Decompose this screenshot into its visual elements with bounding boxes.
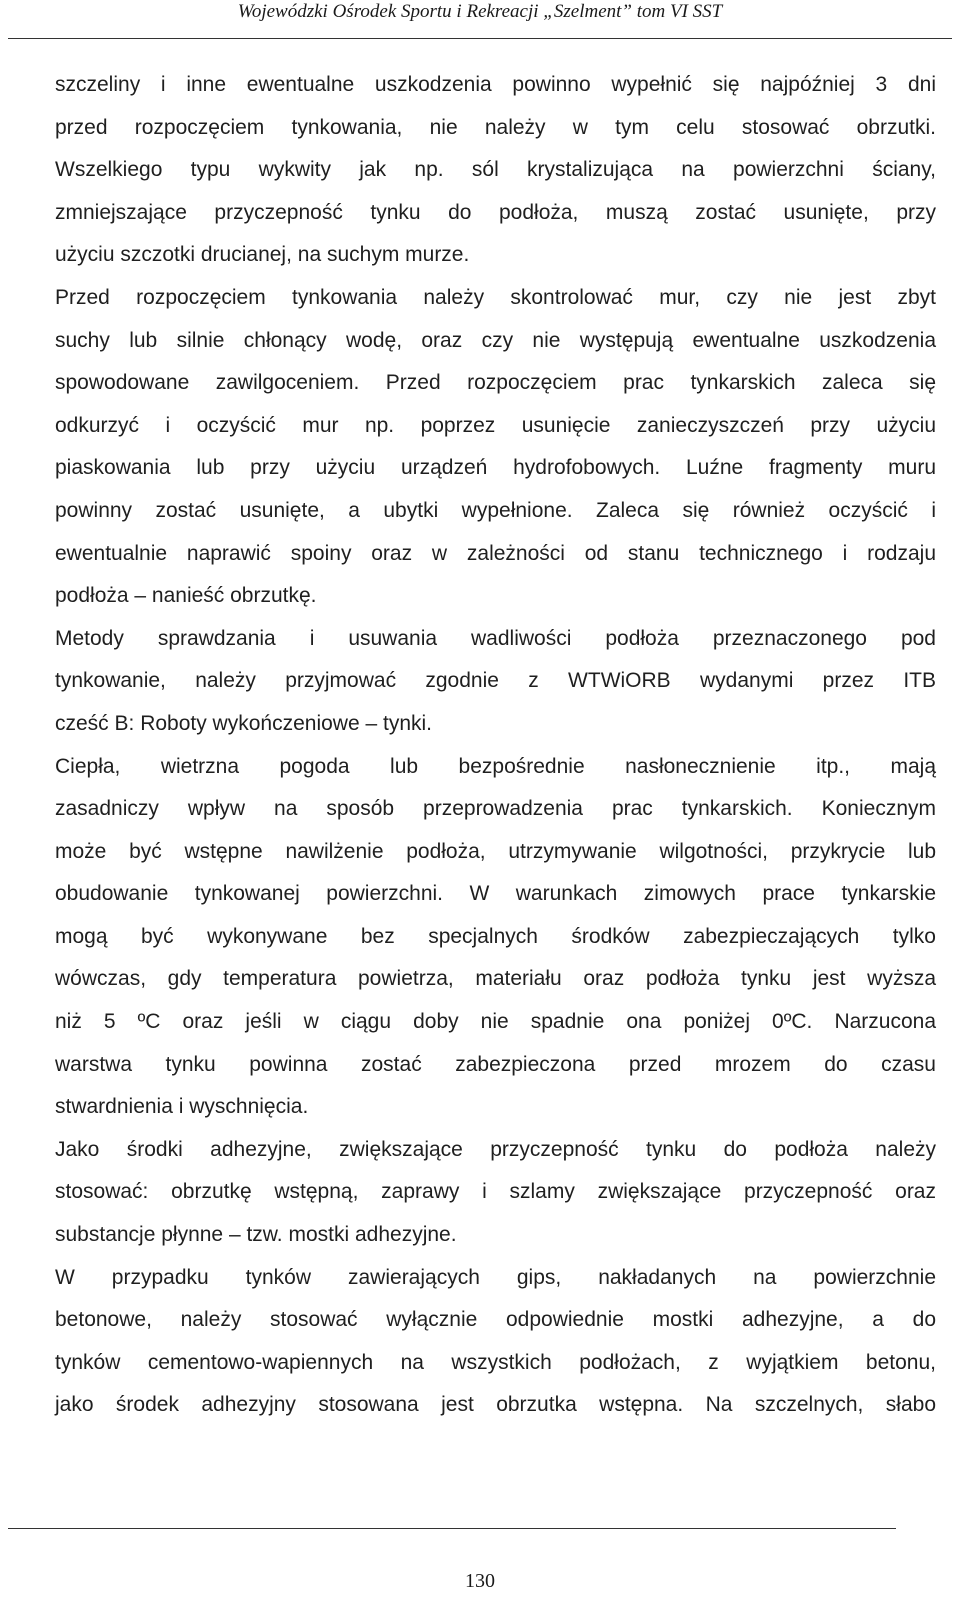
text-line: szczeliny i inne ewentualne uszkodzenia powinno wypełnić się najpóźniej 3 dni xyxy=(55,73,936,96)
text-line: Metody sprawdzania i usuwania wadliwości podłoża przeznaczonego pod xyxy=(55,626,936,650)
text-line: suchy lub silnie chłonący wodę, oraz czy nie występują ewentualne uszkodzenia xyxy=(55,328,936,352)
text-line: tynkowanie, należy przyjmować zgodnie z WTWiORB wydanymi przez ITB xyxy=(55,669,936,693)
text-line: spowodowane zawilgoceniem. Przed rozpoczęciem prac tynkarskich zaleca się xyxy=(55,371,936,395)
text-line: ewentualnie naprawić spoiny oraz w zależności od stanu technicznego i rodzaju xyxy=(55,541,936,565)
text-line: obudowanie tynkowanej powierzchni. W warunkach zimowych prace tynkarskie xyxy=(55,882,936,906)
body-text xyxy=(55,64,936,1427)
text-line: użyciu szczotki drucianej, na suchym murze. xyxy=(55,243,470,267)
text-line: powinny zostać usunięte, a ubytki wypełnione. Zaleca się również oczyścić i xyxy=(55,498,936,522)
text-line: cześć B: Roboty wykończeniowe – tynki. xyxy=(55,711,432,735)
text-line: Jako środki adhezyjne, zwiększające przyczepność tynku do podłoża należy xyxy=(55,1137,936,1161)
header-divider xyxy=(8,38,952,39)
running-header: Wojewódzki Ośrodek Sportu i Rekreacji „Szelment” tom VI SST xyxy=(237,1,723,22)
text-line: Wszelkiego typu wykwity jak np. sól krystalizująca na powierzchni ściany, xyxy=(55,158,936,182)
text-line: stwardnienia i wyschnięcia. xyxy=(55,1095,309,1119)
text-line: tynków cementowo-wapiennych na wszystkich podłożach, z wyjątkiem betonu, xyxy=(55,1350,936,1374)
text-line: substancje płynne – tzw. mostki adhezyjne. xyxy=(55,1223,457,1247)
text-line: stosować: obrzutkę wstępną, zaprawy i szlamy zwiększające przyczepność oraz xyxy=(55,1180,936,1204)
page-number: 130 xyxy=(465,1570,495,1592)
text-line: betonowe, należy stosować wyłącznie odpowiednie mostki adhezyjne, a do xyxy=(55,1308,936,1332)
text-line: wówczas, gdy temperatura powietrza, materiału oraz podłoża tynku jest wyższa xyxy=(55,967,936,991)
text-line: warstwa tynku powinna zostać zabezpieczona przed mrozem do czasu xyxy=(55,1052,936,1076)
text-line: może być wstępne nawilżenie podłoża, utrzymywanie wilgotności, przykrycie lub xyxy=(55,839,936,863)
text-line: podłoża – nanieść obrzutkę. xyxy=(55,584,317,608)
text-line: zmniejszające przyczepność tynku do podłoża, muszą zostać usunięte, przy xyxy=(55,200,936,224)
text-line: W przypadku tynków zawierających gips, nakładanych na powierzchnie xyxy=(55,1265,936,1289)
text-line: przed rozpoczęciem tynkowania, nie należy w tym celu stosować obrzutki. xyxy=(55,115,936,139)
text-line: mogą być wykonywane bez specjalnych środków zabezpieczających tylko xyxy=(55,924,936,948)
text-line: jako środek adhezyjny stosowana jest obrzutka wstępna. Na szczelnych, słabo xyxy=(55,1393,936,1417)
text-line: zasadniczy wpływ na sposób przeprowadzenia prac tynkarskich. Koniecznym xyxy=(55,797,936,821)
footer-divider xyxy=(8,1528,896,1529)
text-line: niż 5 ºC oraz jeśli w ciągu doby nie spadnie ona poniżej 0ºC. Narzucona xyxy=(55,1010,936,1034)
text-line: odkurzyć i oczyścić mur np. poprzez usunięcie zanieczyszczeń przy użyciu xyxy=(55,413,936,437)
text-line: piaskowania lub przy użyciu urządzeń hydrofobowych. Luźne fragmenty muru xyxy=(55,456,936,480)
text-line: Ciepła, wietrzna pogoda lub bezpośrednie nasłonecznienie itp., mają xyxy=(55,754,936,778)
text-line: Przed rozpoczęciem tynkowania należy skontrolować mur, czy nie jest zbyt xyxy=(55,285,936,309)
